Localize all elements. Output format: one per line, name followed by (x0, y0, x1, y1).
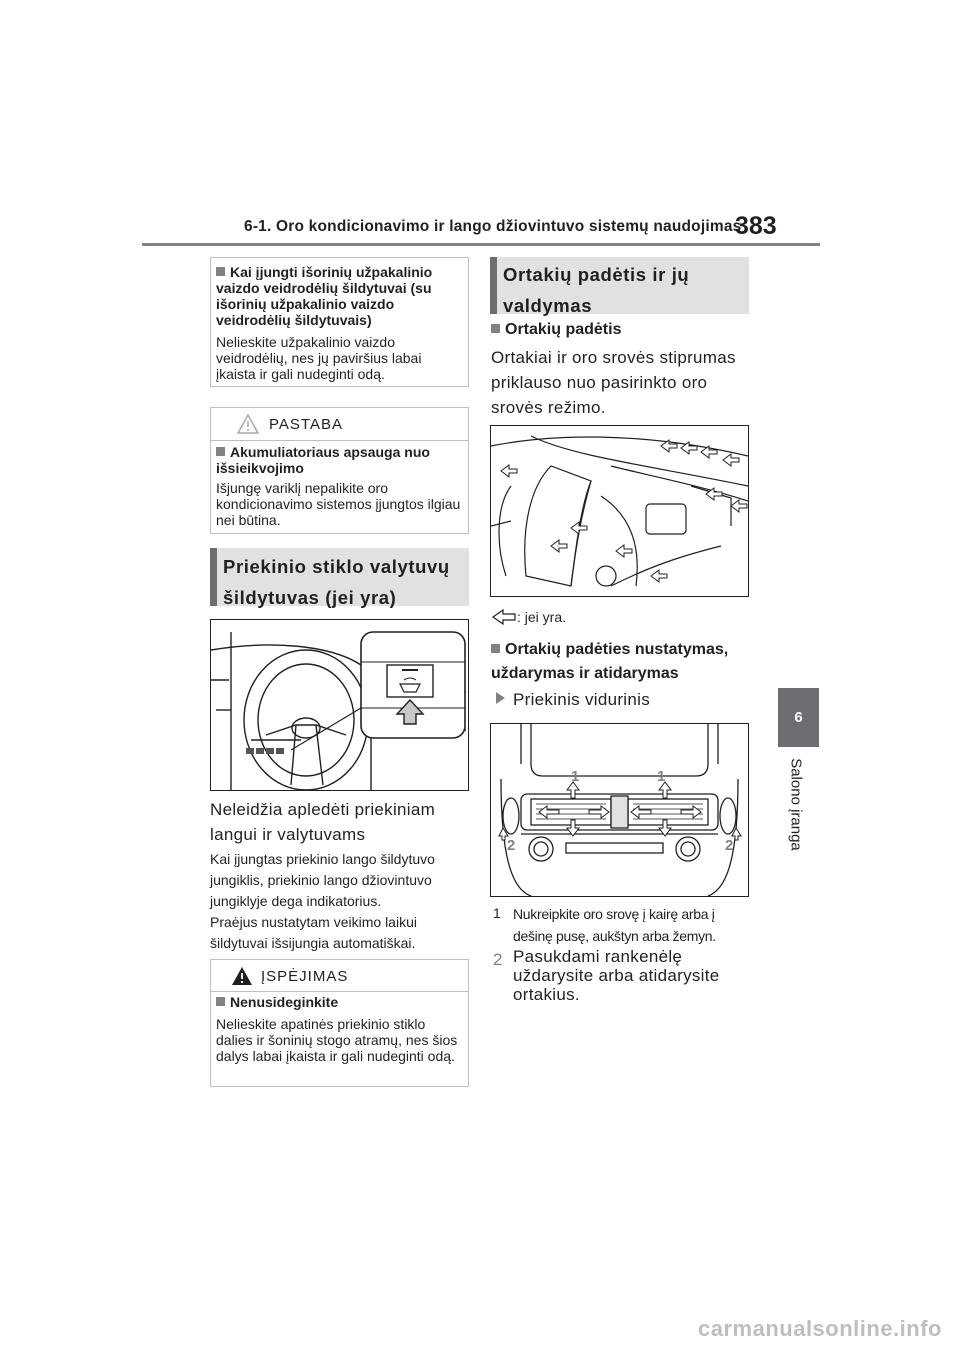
square-bullet-icon (491, 324, 500, 333)
vent-position-text: Ortakiai ir oro srovės stiprumas priklauso nuo pasirinkto oro srovės režimo. (491, 348, 736, 417)
warning-title: ĮSPĖJIMAS (261, 968, 349, 985)
bullet-front-center: Priekinis vidurinis (496, 687, 650, 712)
center-vent-illustration (491, 724, 748, 896)
step-2-number: 2 (493, 950, 503, 969)
warning-divider (211, 991, 468, 992)
square-bullet-icon (216, 997, 225, 1006)
triangle-bullet-icon (496, 692, 505, 704)
warning-body: Nelieskite apatinės priekinio stiklo dalies ir šoninių stogo atramų, nes šios dalys labai įkaista ir gali nudeginti odą. (216, 1016, 458, 1064)
step-1-text: Nukreipkite oro srovę į kairę arba į dešinę pusę, aukštyn arba žemyn. (513, 906, 716, 944)
warning-box (210, 959, 469, 1087)
chapter-tab-label: Salono įranga (787, 758, 805, 851)
step-2-text: Pasukdami rankenėlę uždarysite arba atidarysite ortakius. (513, 947, 720, 1004)
page-number: 383 (735, 212, 777, 240)
watermark: carmanualsonline.info (698, 1316, 942, 1341)
wiper-heater-indicator-text: Kai įjungtas priekinio lango šildytuvo jungiklis, priekinio lango džiovintuvo jungiklyje dega indikatorius. (210, 851, 435, 909)
warning-heading: Nenusideginkite (216, 994, 464, 1010)
callout-1-right: 1 (657, 768, 666, 785)
wiper-heater-switch-figure (210, 619, 469, 791)
notice-warning-icon (237, 413, 259, 435)
chapter-tab: 6 (778, 688, 819, 747)
vent-positions-figure (490, 425, 749, 597)
notice-title: PASTABA (269, 416, 343, 433)
optional-vent-arrow-icon (491, 609, 517, 625)
section-heading-vents: Ortakių padėtis ir jų valdymas (490, 257, 749, 314)
callout-2-left: 2 (507, 837, 516, 854)
subheading-vent-adjust: Ortakių padėties nustatymas, uždarymas ir atidarymas (491, 641, 729, 682)
callout-2-right: 2 (725, 837, 734, 854)
dashboard-illustration (211, 620, 468, 790)
square-bullet-icon (216, 447, 225, 456)
optional-legend-text: : jei yra. (517, 609, 567, 625)
notice-box (210, 407, 469, 534)
warning-triangle-icon (231, 965, 253, 987)
caution-body: Nelieskite užpakalinio vaizdo veidrodėlių, nes jų paviršius labai įkaista ir gali nudeginti odą. (216, 334, 422, 382)
center-vent-figure (490, 723, 749, 897)
interior-vent-illustration (491, 426, 748, 596)
subheading-vent-positions: Ortakių padėtis (491, 318, 621, 342)
notice-body: Išjungę variklį nepalikite oro kondicionavimo sistemos įjungtos ilgiau nei būtina. (216, 480, 461, 528)
chapter-header-title: 6-1. Oro kondicionavimo ir lango džiovintuvo sistemų naudojimas (244, 218, 742, 235)
caution-heading: Kai įjungti išorinių užpakalinio vaizdo veidrodėlių šildytuvai (su išorinių užpakalinio vaizdo veidrodėlių šildytuvais) (216, 264, 433, 328)
section-heading-wiper-heater: Priekinio stiklo valytuvų šildytuvas (jei yra) (210, 548, 469, 606)
header-divider (142, 243, 820, 246)
wiper-heater-description: Neleidžia apledėti priekiniam langui ir valytuvams (210, 800, 436, 844)
square-bullet-icon (491, 644, 500, 653)
square-bullet-icon (216, 267, 225, 276)
wiper-heater-auto-off-text: Praėjus nustatytam veikimo laikui šildytuvai išsijungia automatiškai. (210, 914, 417, 951)
step-1-number: 1 (493, 905, 501, 921)
mirror-heater-caution-box (210, 257, 469, 387)
callout-1-left: 1 (571, 768, 580, 785)
notice-heading: Akumuliatoriaus apsauga nuo išsieikvojimo (216, 444, 430, 476)
notice-divider (211, 440, 468, 441)
